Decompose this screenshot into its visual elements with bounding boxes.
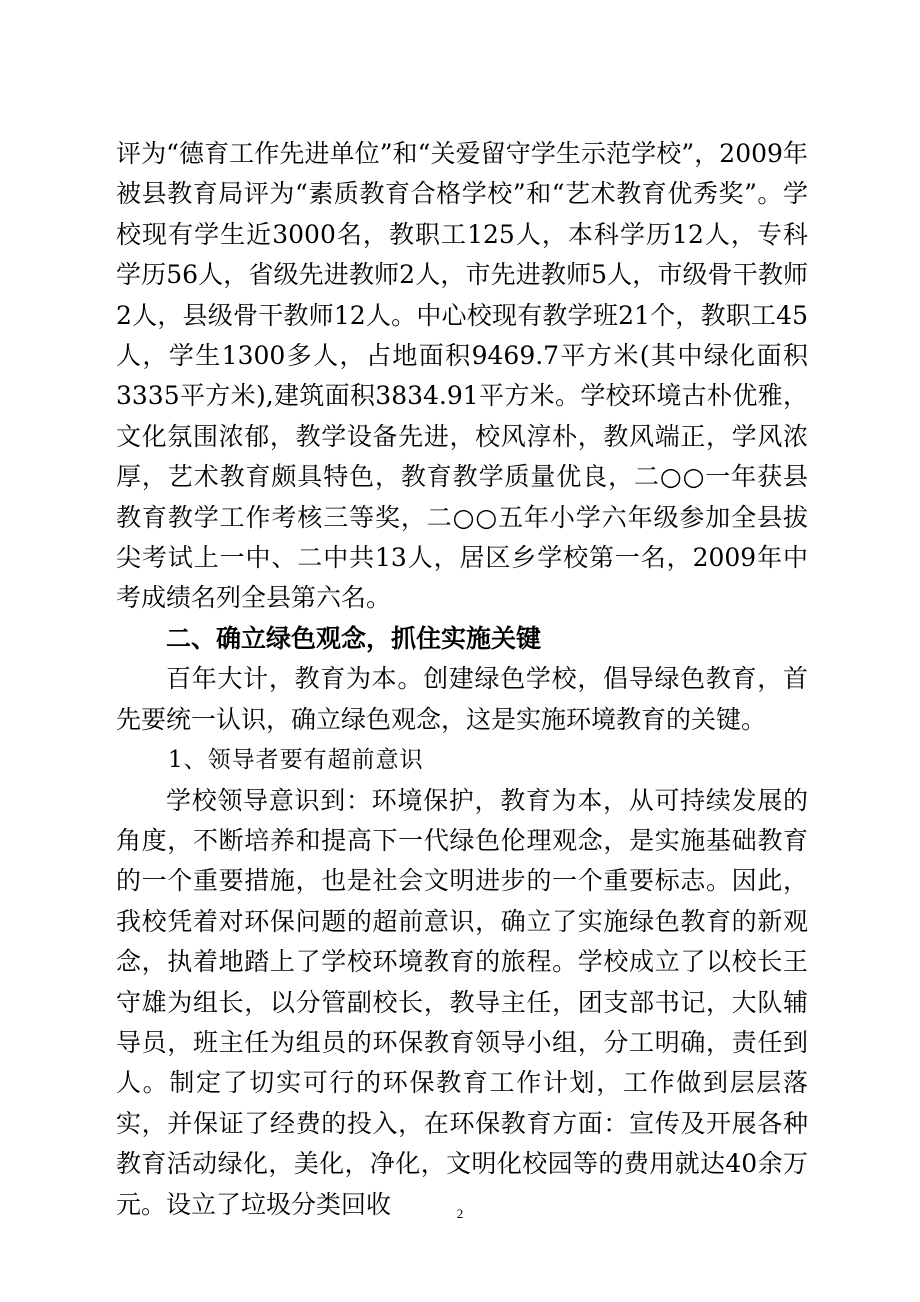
page-number: 2 xyxy=(456,1206,464,1221)
document-body xyxy=(116,134,808,1225)
subheading-leadership-awareness: 1、领导者要有超前意识 xyxy=(168,747,424,774)
paragraph-leadership-details: 学校领导意识到：环境保护，教育为本，从可持续发展的角度，不断培养和提高下一代绿色伦理观念，是实施基础教育的一个重要措施，也是社会文明进步的一个重要标志。因此，我校凭着对环保问题的超前意识，确立了实施绿色教育的新观念，执着地踏上了学校环境教育的旅程。学校成立了以校长王守雄为组长，以分管副校长，教导主任，团支部书记，大队辅导员，班主任为组员的环保教育领导小组，分工明确，责任到人。制定了切实可行的环保教育工作计划，工作做到层层落实，并保证了经费的投入，在环保教育方面：宣传及开展各种教育活动绿化，美化，净化，文明化校园等的费用就达40余万元。设立了垃圾分类回收 xyxy=(116,785,808,1219)
paragraph-school-overview: 评为“德育工作先进单位”和“关爱留守学生示范学校”，2009年被县教育局评为“素质教育合格学校”和“艺术教育优秀奖”。学校现有学生近3000名，教职工125人，本科学历12人，专科学历56人，省级先进教师2人，市先进教师5人，市级骨干教师2人，县级骨干教师12人。中心校现有教学班21个，教职工45人，学生1300多人，占地面积9469.7平方米(其中绿化面积3335平方米),建筑面积3834.91平方米。学校环境古朴优雅，文化氛围浓郁，教学设备先进，校风淳朴，教风端正，学风浓厚，艺术教育颇具特色，教育教学质量优良，二○○一年获县教育教学工作考核三等奖，二○○五年小学六年级参加全县拔尖考试上一中、二中共13人，居区乡学校第一名，2009年中考成绩名列全县第六名。 xyxy=(116,139,808,613)
section-heading-green-concept: 二、确立绿色观念，抓住实施关键 xyxy=(166,623,542,653)
paragraph-education-foundation: 百年大计，教育为本。创建绿色学校，倡导绿色教育，首先要统一认识，确立绿色观念，这是实施环境教育的关键。 xyxy=(116,664,808,734)
